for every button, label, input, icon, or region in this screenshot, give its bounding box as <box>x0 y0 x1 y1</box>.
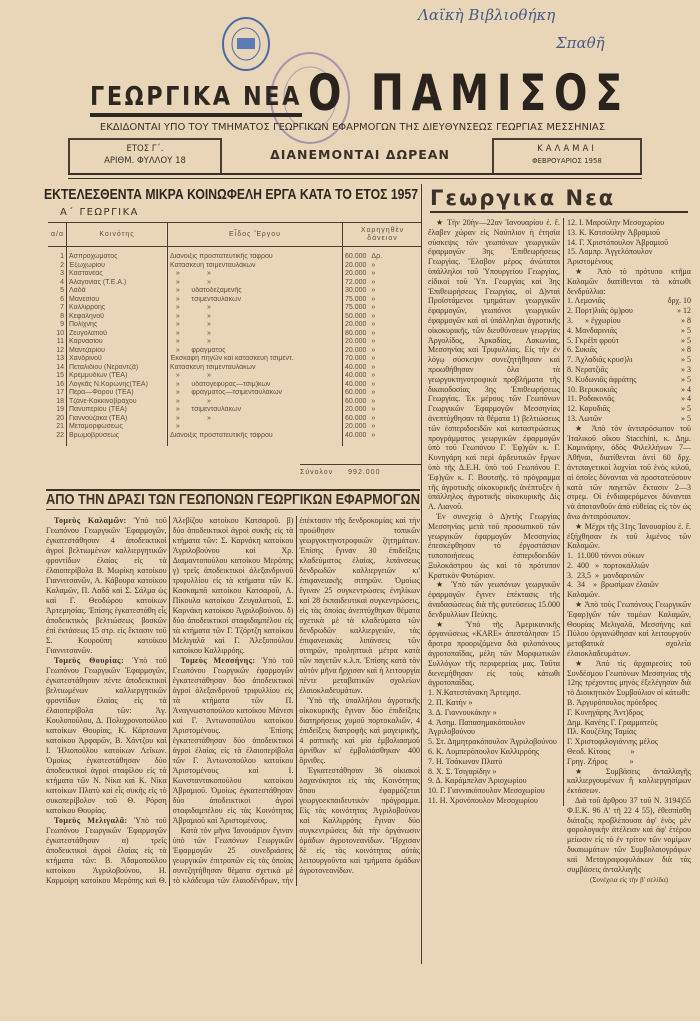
article-paragraph <box>173 656 294 826</box>
masthead-main-title: Ο ΠΑΜΙΣΟΣ <box>308 64 630 122</box>
work-type: » » <box>168 372 343 381</box>
masthead-rule <box>68 173 642 179</box>
nursery-item <box>567 326 691 336</box>
plough-recipient: 9. Δ. Καράμπελαν Ἀριοχωρίου <box>428 776 527 786</box>
nursery-item <box>567 316 691 326</box>
unit: » <box>371 431 376 439</box>
plough-recipient: 7. Η. Τσάκωναν Πλατὺ <box>428 756 503 766</box>
table-row <box>48 262 422 271</box>
unit: » <box>371 363 376 371</box>
paragraph-lead: Τομεὺς Μελιγαλᾶ: <box>54 816 128 825</box>
loan-amount <box>343 253 423 262</box>
loan-amount <box>343 389 423 398</box>
amount: 20.000 <box>345 406 367 413</box>
plough-recipient: 8. Χ. Σ. Τσιγαρίδην » <box>428 766 497 776</box>
price: » 5 <box>681 374 691 384</box>
works-title: ΕΚΤΕΛΕΣΘΕΝΤΑ ΜΙΚΡΑ ΚΟΙΝΩΦΕΛΗ ΕΡΓΑ ΚΑΤΑ ΤΟ ΕΤΟΣ 1957 <box>44 186 418 203</box>
table-row <box>48 338 422 347</box>
unit: » <box>371 389 376 396</box>
community: Μεταμορφώσεως <box>67 423 168 432</box>
amount: 60.000 <box>345 397 367 405</box>
news-item: Ἐν συνεχείᾳ ὁ Δ)ντὴς Γεωργίας Μεσσηνίας μετὰ τοῦ προσωπικοῦ τῶν γεωργικῶν ἐφαρμογῶν Μεσσηνίας ἐπεσκέφθησαν τὸ ἐργοστάσιον τυποποιήσεως ἐσπεριδοειδῶν Ξυλοκάστρου ὡς καὶ τὸ πρότυπον Κρατικὸν Φυτώριον. <box>428 511 560 580</box>
price: » 4 <box>681 394 691 404</box>
unit: » <box>371 287 376 294</box>
news-item: Διὰ τοῦ ἄρθρου 37 τοῦ Ν. 3194)55 Φ.Ε.Κ. 96 Α' τῆ 22 4 55), ἐθεσπίσθη διάταξις προβλέπουσα ἀφ' ἑνὸς μὲν φορολογικὴν ἀτέλειαν καὶ ἀφ' ἑτέρου μείωσιν εἰς τὸ ἐν τρίτον τῶν νομίμων δικαιωμάτων τῶν Συμβολαιογράφων καὶ Μεταγραφοφυλάκων διὰ τὰς συμβάσεις ἀνταλλαγῆς <box>567 796 691 874</box>
loan-amount <box>343 347 423 356</box>
row-number: 16 <box>48 381 67 390</box>
loan-amount <box>343 313 423 322</box>
table-row <box>48 406 422 415</box>
board-member: Γρηγ. Ζήρος » <box>567 756 634 766</box>
table-spacer <box>48 440 422 446</box>
loan-amount <box>343 338 423 347</box>
amount: 80.000 <box>345 329 367 337</box>
amount: 60.000 <box>345 414 367 422</box>
article-paragraph <box>46 656 167 816</box>
table-row <box>48 321 422 330</box>
paragraph-text: Κατὰ τὸν μῆνα Ἰανουάριον ἔγιναν ὑπὸ τῶν Γεωπόνων Γεωργικῶν Ἐφαρμογῶν 25 συνεδριάσεις γεωργικῶν ἐπιτροπῶν εἰς τὰς ὁποίας συνεζητήθησαν θέματα σχετικὰ μὲ τὸ κλάδευμα τῶν ἐλαιοδένδρων, τὴν ἐπέκτασιν τῆς δενδροκομίας καὶ τὴν προώθησιν τοπικῶν γεωργοκτηνοτροφικῶν ζητημάτων. Ἐπίσης ἔγιναν 30 ἐπιδείξεις κλαδεύματος ἐλαίας, λιπάνσεως δενδρωδῶν καλλιεργειῶν κι' ἐπιφανειακῆς σιτηρῶν. Ὁμοίως ἔγιναν 25 συγκεντρώσεις ἐνηλίκων καὶ 28 ἐκπαιδευτικαὶ συγκεντρώσεις, εἰς τὰς ὁποίας ἀνεπτύχθηκαν θέματα σχετικὰ μὲ τὰ κλαδεύματα τῶν δενδρωδῶν καλλιεργειῶν, τὰς ἐπιφανειακὰς λιπάνσεις τῶν σιτηρῶν, προληπτικὰ μέτρα κατὰ τῶν παγετῶν κ.λ.π. Ἐπίσης κατὰ τὸν αὐτὸν μῆνα ἤρχισαν καὶ ἡ λειτουργία πέντε μεταβατικῶν σχολείων ἐλαιοκλαδευμάτων. <box>172 516 420 885</box>
row-number: 17 <box>48 389 67 398</box>
nursery-item <box>567 296 691 306</box>
news-item: ★ Μέχρι τῆς 31ης Ἰανουαρίου ἐ. ἔ. ἐξήχθησαν ἐκ τοῦ λιμένος τῶν Καλαμῶν. <box>567 521 691 551</box>
plant: 8. Νερατζιᾶς <box>567 364 608 374</box>
price: » 4 <box>681 384 691 394</box>
article-paragraph <box>46 516 167 656</box>
row-number: 19 <box>48 406 67 415</box>
board-member: Γ. Κυνηγάρης Ἀντ)δρος <box>567 707 644 717</box>
amount: 72.000 <box>345 278 367 286</box>
column-divider <box>421 184 422 964</box>
row-number: 10 <box>48 330 67 339</box>
community: Ἀσπροχώματος <box>67 253 168 262</box>
community: Ζευγολατιοῦ <box>67 330 168 339</box>
work-type: Διάνοιξις προστατευτικῆς τάφρου <box>168 253 343 262</box>
news-item: ★ Ὑπὸ τῶν γεωπόνων γεωργικῶν ἐφαρμογῶν ἔγινεν ἐπέκτασις τῆς ἀναδασώσεως διὰ τῆς φυτεύσεως 15.000 δενδρυλλίων Πεύκης. <box>428 580 560 619</box>
loan-amount <box>343 355 423 364</box>
table-row <box>48 372 422 381</box>
news-item: ★ Ἀπὸ τὶς ἀρχαιρεσίες τοῦ Συνδέσμου Γεωπόνων Μεσσηνίας τῆς 12ης τρέχοντος μηνὸς ἐξελέγησαν διὰ τὸ Διοικητικὸν Συμβούλιον οἱ κάτωθι: <box>567 658 691 698</box>
nursery-item <box>567 345 691 355</box>
table-row <box>48 279 422 288</box>
loan-amount <box>343 304 423 313</box>
table-row <box>48 415 422 424</box>
plough-recipient: 14. Γ. Χριστόπουλον Ἀβραμιοῦ <box>567 237 669 247</box>
loan-amount <box>343 432 423 441</box>
amount: 75.000 <box>345 304 367 311</box>
loan-amount <box>343 398 423 407</box>
unit: » <box>371 423 376 430</box>
work-type: » » <box>168 313 343 322</box>
community: Τζάνε-Κοκκινοβράχου <box>67 398 168 407</box>
masthead-subtitle-box <box>55 122 650 134</box>
nursery-item <box>567 404 691 414</box>
plough-recipient: 3. Δ. Γιαννουκάκην » <box>428 707 497 717</box>
loan-amount <box>343 321 423 330</box>
nursery-item <box>567 394 691 404</box>
plough-recipient: 4. Ἀσημ. Παπασημακόπουλον Ἀγριλοβούνου <box>428 717 528 737</box>
plough-recipient: 11. Η. Χρονόπουλον Μεσοχωρίου <box>428 796 538 806</box>
paragraph-text: Ὑπὸ τοῦ Γεωπόνου Γεωργικῶν Ἐφαρμογῶν, ἐγκατεστάθησαν 4 ἀποδεικτικοὶ ἀγροὶ βελτιωμένων καλλιεργητικῶν φροντίδων ἐλαίας εἰς τὰ ἐλαιοπερίβολα Β. Μωρίκη κατοίκου Γιαννιτσανῶν, Α. Κάβουρα κατοίκου Καλαμῶν, Π. Λαδᾶ καὶ Σ. Σάλμα ὡς καὶ Γ. Θεοδώρου κατοίκων Ἀρτεμησίας. Ἐπίσης ἐγκατεστάθη εἷς ἀποδεικτικὸς βελτιώσεως βοσκῶν ἐπὶ ἐκτάσεως 15 στρ. εἰς ἔκτασιν τοῦ Σ. Κουρούπη κατοίκου Γιαννιτσανῶν. <box>46 516 167 655</box>
paragraph-text: Ὑπὸ τοῦ Γεωπόνου Γεωργικῶν Ἐφαρμογῶν ἐγκατεστάθησαν α) τρεῖς ἀποδεικτικοὶ ἀγροὶ ἐλαίας εἰς τὰ κτήματα τῶν: Β. Ἀδαμοπούλου κατοίκου Ἀγριλοβούνου, Η. Καρμοίρη κατοίκου Μερόπης καὶ Θ. Ἀλεβίζου κατοίκου Κατσαροῦ. β) δύο ἀποδεικτικοὶ ἀγροὶ συκῆς εἰς τὰ κτήματα τῶν: Σ. Καρνάκη κατοίκου Ἀγριλοβούνου καὶ Χρ. Διαμαντοπούλου κατοίκου Μερόπης γ) τρεῖς ἀποδεικτικοὶ ἀλεξανδρινοῦ τριφυλλίου εἰς τὰ κτήματα τῶν Κ. Κασκαμπᾶ κατοίκου Κατσαροῦ, Α. Πίκουλα κατοίκου Ζευγαλατιοῦ, Σ. Καρνάκη κατοίκου Ἀγριλοβούνου. δ) δύο ἀποδεικτικοὶ σταφιδαμπέλου εἰς τὰ κτήματα τῶν Γ. Τζόρτζη κατοίκου Μελιγαλᾶ καὶ Γ. Ἀλεξοπούλου κατοίκου Καλλιρρόης. <box>46 516 294 885</box>
row-number: 4 <box>48 279 67 288</box>
community: Πεταλιδίου (Νεραντζᾶ) <box>67 364 168 373</box>
row-number: 18 <box>48 398 67 407</box>
loan-amount <box>343 364 423 373</box>
row-number: 6 <box>48 296 67 305</box>
loan-amount <box>343 381 423 390</box>
plant: 13. Λωτῶν <box>567 413 602 423</box>
work-type: » τσιμενταυλάκων <box>168 406 343 415</box>
work-type: » » <box>168 279 343 288</box>
unit: » <box>371 321 376 328</box>
work-type: » » <box>168 338 343 347</box>
work-type: » » <box>168 415 343 424</box>
amount: 40.000 <box>345 372 367 379</box>
amount: 75.000 <box>345 295 367 303</box>
amount: 70.000 <box>345 355 367 362</box>
community: Ἐξωχωρίου <box>67 262 168 271</box>
loan-amount <box>343 423 423 432</box>
unit: » <box>371 295 376 303</box>
export-item: 1. 11.000 τόννοι σύκων <box>567 551 645 561</box>
unit: » <box>371 270 376 277</box>
board-member: Πλ. Κουζέλης Ταμίας <box>567 727 637 737</box>
total-value: 992.000 <box>348 469 381 476</box>
amount: 20.000 <box>345 261 367 269</box>
nursery-item <box>567 355 691 365</box>
works-title-box <box>44 187 418 203</box>
unit: » <box>371 414 376 422</box>
loan-amount <box>343 415 423 424</box>
loan-amount <box>343 270 423 279</box>
work-type: » » <box>168 304 343 313</box>
plant: 7. Ἀχλαδιᾶς κρυσ)λι <box>567 355 633 365</box>
amount: 40.000 <box>345 431 367 439</box>
work-type: » » <box>168 270 343 279</box>
price: » 8 <box>681 345 691 355</box>
article-paragraph <box>299 766 420 876</box>
paragraph-text: Ἐγκατεστάθησαν 36 οἰκιακοὶ λαχανόκηποι εἰς τὰς Κοινότητας ὅπου ἐφαρμόζεται γεωργοεκπαιδευτικὸν πρόγραμμα. Εἰς τὰς κοινότητας Ἀγριλοβούνου καὶ Καλλιρρόης ἔγιναν δύο συγκεντρώσεις διὰ τὴν ὀργάνωσιν ὁμάδων ἀγροτονεανίδων. Ἤρχισαν δὲ εἰς τὰς κοινότητας αὐτὰς λειτουργοῦντα καὶ τμήματα ὁμάδων ἀγροτονεανίδων. <box>299 766 420 875</box>
masthead-left-title-box <box>90 84 302 110</box>
works-section: Α΄ ΓΕΩΡΓΙΚΑ <box>60 207 139 218</box>
amount: 40.000 <box>345 380 367 388</box>
community: Ἀλαγονίας (Τ.Ε.Α.) <box>67 279 168 288</box>
row-number: 14 <box>48 364 67 373</box>
table-row <box>48 330 422 339</box>
plant: 9. Κυδωνιᾶς ἀφράτης <box>567 374 637 384</box>
row-number: 7 <box>48 304 67 313</box>
plant: 5. Γκρέϊπ φρούτ <box>567 335 619 345</box>
price: » 5 <box>681 413 691 423</box>
handwritten-note: Λαϊκὴ Βιβλιοθήκη <box>418 6 556 24</box>
community: Λαδᾶ <box>67 287 168 296</box>
nursery-item <box>567 365 691 375</box>
issue-number: ΑΡΙΘΜ. ΦΥΛΛΟΥ 18 <box>104 156 186 166</box>
activity-columns <box>46 516 420 886</box>
table-row <box>48 287 422 296</box>
paragraph-lead: Τομεὺς Θουρίας: <box>54 656 125 665</box>
table-row <box>48 253 422 262</box>
works-total <box>300 464 422 477</box>
row-number: 2 <box>48 262 67 271</box>
news-item: ★ Ἀπὸ τὸ πρότυπο κτῆμα Καλαμῶν διατίθενται τὰ κάτωθι δενδρύλλια: <box>567 266 691 296</box>
loan-amount <box>343 330 423 339</box>
unit: » <box>371 406 376 413</box>
work-type: » » <box>168 398 343 407</box>
news-column-2 <box>567 218 691 887</box>
community: Πολίχνης <box>67 321 168 330</box>
city: ΚΑΛΑΜΑΙ <box>537 144 597 154</box>
loan-amount <box>343 372 423 381</box>
work-type: Κατασκευὴ τσιμενταυλάκων <box>168 262 343 271</box>
work-type: Διάνοιξις προστατευτικῆς τάφρου <box>168 432 343 441</box>
continued-note: (Συνέχεια εἰς τὴν β' σελίδα) <box>590 876 668 885</box>
paragraph-text: Ὑπὸ τοῦ Γεωπόνου Γεωργικῶν Ἐφαρμογῶν, ἐγκατεστάθησαν πέντε ἀποδεικτικοὶ βελτιωμένων καλλιεργητικῶν φροντίδων ἐλαίας εἰς τὰ ἐλαιοπερίβολα τῶν: Ἀγ. Κουλοπούλου, Δ. Πολυχρονοπούλου κατοίκων Θουρίας, Κ. Κάρτσωνα κατοίκου Ἀρφαρῶν, Β. Χάντζου καὶ Ι. Ἠλιοπούλου κατοίκων Λεΐκων. Ὁμοίως ἐγκατεστάθησαν δύο ἀποδεικτικοὶ ἀγροὶ σταφίλου εἰς τὰ κτήματα τῶν Ν. Νίκα καὶ Κ. Νίκα κατοίκων Πλατὺ καὶ εἷς συκῆς εἰς τὸ συκοπερίβολον τοῦ Θ. Ρόρση κατοίκου Θουρίας. <box>46 656 167 815</box>
year: ΕΤΟΣ Γ΄. <box>126 144 164 154</box>
plant: 3. » ἐγχωρίου <box>567 315 621 325</box>
export-item: 4. 34 » βρωσίμων ἐλαιῶν Καλαμῶν. <box>567 580 661 600</box>
masthead-main-title-box <box>308 64 630 122</box>
plant: 1. Λεμονιᾶς <box>567 296 606 306</box>
amount: 40.000 <box>345 363 367 371</box>
nursery-item <box>567 385 691 395</box>
nursery-item <box>567 414 691 424</box>
work-type: » <box>168 423 343 432</box>
community: Πανυπερίου (ΤΕΑ) <box>67 406 168 415</box>
plough-recipient: 10. Γ. Γιαννακόπουλον Μεσοχωρίου <box>428 786 545 796</box>
row-number: 12 <box>48 347 67 356</box>
row-number: 20 <box>48 415 67 424</box>
loan-amount <box>343 262 423 271</box>
unit: » <box>371 304 376 311</box>
unit: » <box>371 312 376 320</box>
issue-date: ΦΕΒΡΟΥΑΡΙΟΣ 1958 <box>532 157 602 165</box>
price: » 5 <box>681 335 691 345</box>
table-row <box>48 389 422 398</box>
plough-recipient: 1. Ν.Κατεστάνακη Ἀρτεμησ. <box>428 688 521 698</box>
work-type: » φράγματος—τσιμενταυλάκων <box>168 389 343 398</box>
column-header: α/α <box>48 223 67 247</box>
activity-heading <box>46 489 420 510</box>
row-number: 15 <box>48 372 67 381</box>
amount: 20.000 <box>345 321 367 328</box>
column-header: Χορηγηθὲν δάνειον <box>343 223 423 247</box>
news-item: ★ Ἀπὸ τὸν ἀντιπρόσωπον τοῦ Ἰταλικοῦ οἴκου Stacchini, κ. Δημ. Καμινάρην, ὁδὸς Φιλελλήνων 7—Ἀθῆναι, διατίθενται ἀντὶ 60 δρχ. ἀντιπαγετικοὶ λυχνίαι τοῦ ἑνὸς κιλοῦ, αἱ ὁποῖες δύνανται νὰ προστατεύσουν κατὰ τῶν παγετῶν ἔκτασιν 2—3 στρεμ. Οἱ ἐνδιαφερόμενοι δύνανται νὰ ἀποτανθοῦν ἀπὸ εὐθείας εἰς τὸν ὡς ἄνω ἀντιπρόσωπον. <box>567 423 691 521</box>
board-member: Γ. Χριστοφιλογιάννης μέλος <box>567 737 658 747</box>
plough-recipient: 12. Ι. Μαρούλην Μεσοχωρίου <box>567 218 665 227</box>
paragraph-lead: Τομεὺς Μεσσήνης: <box>180 656 256 665</box>
community: Καστανέας <box>67 270 168 279</box>
community: Κεφαληνοῦ <box>67 313 168 322</box>
place-date-box <box>492 138 642 175</box>
plant: 6. Συκιᾶς <box>567 345 598 355</box>
plant: 11. Ροδακινιᾶς <box>567 394 615 404</box>
table-row <box>48 355 422 364</box>
work-type: » » <box>168 321 343 330</box>
work-type: » τσιμενταυλάκων <box>168 296 343 305</box>
community: Χανδρινοῦ <box>67 355 168 364</box>
paragraph-text: Ὑπὸ τῆς ὑπαλλήλου ἀγροτικῆς οἰκοκυρικῆς ἔγιναν δύο ἐπιδείξεις διατηρήσεως χυμοῦ πορτοκαλιῶν, 4 ἐπιδείξεις διατροφῆς καὶ μαγειρικῆς, 4 ραπτικῆς καὶ μία ἐμβολιασμοῦ ὀρνίθων κι' ἐμβολιάσθηκαν 400 ὄρνιθες. <box>299 696 420 765</box>
price: δρχ. 10 <box>667 296 691 306</box>
plant: 10. Βερυκοκιᾶς <box>567 384 618 394</box>
column-header: Εἶδος Ἔργου <box>168 223 343 247</box>
paragraph-lead: Τομεὺς Καλαμῶν: <box>54 516 127 525</box>
community: Κρεμμυδίων (ΤΕΑ) <box>67 372 168 381</box>
work-type: Κατασκευὴ τσιμενταυλάκων <box>168 364 343 373</box>
unit: » <box>371 338 376 345</box>
board-member: Θεοδ. Κίτσος » <box>567 747 635 757</box>
row-number: 1 <box>48 253 67 262</box>
row-number: 5 <box>48 287 67 296</box>
plant: 2. Πορτ)λιᾶς ὀμ)ρου <box>567 306 633 316</box>
row-number: 3 <box>48 270 67 279</box>
community: Πέρα—Φόρου (ΤΕΑ) <box>67 389 168 398</box>
unit: » <box>371 397 376 405</box>
nursery-item <box>567 375 691 385</box>
community: Καλλιρρόης <box>67 304 168 313</box>
work-type: » φράγματος <box>168 347 343 356</box>
table-row <box>48 304 422 313</box>
unit: » <box>371 372 376 379</box>
distribution-note: ΔΙΑΝΕΜΟΝΤΑΙ ΔΩΡΕΑΝ <box>270 147 450 162</box>
unit: » <box>371 261 376 269</box>
community: Μαντζαρίου <box>67 347 168 356</box>
news-column-1 <box>428 218 564 806</box>
activity-title: ΑΠΟ ΤΗΝ ΔΡΑΣΙ ΤΩΝ ΓΕΩΠΟΝΩΝ ΓΕΩΡΓΙΚΩΝ ΕΦΑΡΜΟΓΩΝ <box>46 491 420 508</box>
total-label: Σύνολον <box>300 469 334 476</box>
amount: 50.000 <box>345 312 367 320</box>
unit: » <box>371 329 376 337</box>
news-item: ★ Τὴν 20ὴν—22αν Ἰανουαρίου ἐ. ἔ. ἔλαβεν χώραν εἰς Ναύπλιον ἡ ἐτησία σύσκεψις τῶν γεωπόνων γεωργικῶν ἐφαρμογῶν 3ης Ἐπιθεωρήσεως Γεωργίας. Ἔλαβον μέρος ἀνώτατοι ὑπάλληλοι τοῦ Ὑπουργείου Γεωργίας, εἰδικοὶ τοῦ Ὑπ. Γεωργίας καὶ 3ης Ἐπιθεωρήσεως Γεωργίας, οἱ Δ)νταὶ Προϊστάμενοι τμημάτων γεωργικῶν ἐφαρμογῶν, γεωπόνοι γεωργικῶν ἐφαρμογῶν καὶ αἱ ὑπάλληλαι ἀγροτικῆς οἰκοκυρικῆς, τῶν διευθύνσεων γεωργίας Ἀργολίδος, Ἀρκαδίας, Λακωνίας, Μεσσηνίας καὶ Τριφυλλίας. Εἰς τὴν ἐν λόγῳ σύσκεψιν συνεζητήθησαν καὶ προωθήθησαν ὅλα τὰ γεωργοκτηνοτροφικὰ προβλήματα τῆς δικαιοδοσίας 3ης Ἐπιθεωρήσεως Γεωργίας. Ἐκ μέρους τῶν Γεωπόνων Γεωργικῶν Ἐφαρμογῶν Μεσσηνίας ἀνεπτύχθησαν τὰ θέματα 1) βελτιώσεως τῶν ἐσπεριδοειδῶν καὶ καταστρώσεως προγράμματος γεωργικῶν ἐφαρμογῶν ὑπὸ τοῦ Γεωπόνου Γ. Ἐφ)γῶν κ. Γ. Κυνηγάρη καὶ περὶ ἀρδευτικῶν ἔργων ὑπὸ τῆς Δ.Ε.Η. ὑπὸ τοῦ Γεωπόνου Γ. Ἐφ)γῶν κ. Γ. Βουτσῆς. τὸ πρόγραμμα τῆς ἀγροτικῆς οἰκοκυρικῆς ἀνέπτυξεν ἡ ὑπάλληλος ἀγροτικῆς οἰκοκυρικῆς Δὶς Α. Λιανοῦ. <box>428 218 560 512</box>
amount: 60.000 <box>345 389 367 396</box>
amount: 30.000 <box>345 287 367 294</box>
unit: Δρ. <box>371 253 383 260</box>
community: Καρνασίου <box>67 338 168 347</box>
row-number: 22 <box>48 432 67 441</box>
unit: » <box>371 346 376 354</box>
community: Βρωμοβρύσεως <box>67 432 168 441</box>
loan-amount <box>343 279 423 288</box>
work-type: » ὑδατογεφύρας—τσιμ)κων <box>168 381 343 390</box>
news-item: ★ Συμβάσεις ἀνταλλαγῆς καλλιεργουμένων ἢ καλλιεργησίμων ἐκτάσεων. <box>567 766 691 796</box>
price: » 8 <box>681 315 691 325</box>
news-heading: Γεωργικα Νεα <box>430 185 688 213</box>
work-type: » ὑδατοδεξαμενῆς <box>168 287 343 296</box>
amount: 20.000 <box>345 270 367 277</box>
plant: 4. Μανδαρινιᾶς <box>567 325 618 335</box>
table-row <box>48 423 422 432</box>
board-member: Δημ. Κανέης Γ. Γραμματεὺς <box>567 717 658 727</box>
amount: 20.000 <box>345 423 367 430</box>
row-number: 9 <box>48 321 67 330</box>
paragraph-text: Ὑπὸ τοῦ Γεωπόνου Γεωργικῶν ἐφαρμογῶν ἐγκατεστάθησαν δύο ἀποδεικτικοὶ ἀγροὶ ἀλεξανδρινοῦ τριφυλλίου εἰς τὰ κτήματα τῶν Π. Ἀναγνωστοπούλου κατοίκου Μάνεσι καὶ Γ. Ἀντωνοπούλου κατοίκου Ἀριστομένους. Ἐπίσης ἐγκατεστάθησαν δύο ἀποδεικτικοὶ ἀγροὶ ἐλαίας εἰς τὰ ἐλαιοπερίβολα τῶν Γ. Ἀντωνοπούλου κατοίκου Ἀριστομένους καὶ Ι. Κωνσταντακοπούλου κατοίκου Ἀβραμιοῦ. Ὁμοίως ἐγκατεστάθησαν δύο ἀποδεικτικοὶ ἀγροὶ σταφιδαμπέλου εἰς τὰς Κοινότητας Ἀβραμιοῦ καὶ Ἀριστομένους. <box>172 656 294 825</box>
table-row <box>48 364 422 373</box>
plough-recipient: 6. Κ. Λυμπερόπουλον Καλλιρρόης <box>428 747 540 757</box>
work-type: Ἐκσκαφὴ πηγῶν καὶ κατασκευὴ τσιμεντ. <box>168 355 343 364</box>
article-paragraph <box>299 696 420 766</box>
community: Γιαννούζακα (ΤΕΑ) <box>67 415 168 424</box>
price: » 5 <box>681 404 691 414</box>
table-row <box>48 398 422 407</box>
masthead-subtitle: ΕΚΔΙΔΟΝΤΑΙ ΥΠΟ ΤΟΥ ΤΜΗΜΑΤΟΣ ΓΕΩΡΓΙΚΩΝ ΕΦΑΡΜΟΓΩΝ ΤΗΣ ΔΙΕΥΘΥΝΣΕΩΣ ΓΕΩΡΓΙΑΣ ΜΕΣΣΗΝΙΑΣ <box>99 122 606 133</box>
nursery-item <box>567 306 691 316</box>
price: » 5 <box>681 355 691 365</box>
row-number: 13 <box>48 355 67 364</box>
table-row <box>48 296 422 305</box>
table-row <box>48 313 422 322</box>
export-item: 2. 400 » πορτοκαλλιῶν <box>567 560 650 570</box>
table-row <box>48 270 422 279</box>
community: Λογκᾶς Ν.Κορώνης(ΤΕΑ) <box>67 381 168 390</box>
issue-box <box>68 138 222 175</box>
plough-recipient: 2. Π. Κατὴν » <box>428 698 473 708</box>
nursery-item <box>567 336 691 346</box>
library-stamp <box>220 16 272 72</box>
unit: » <box>371 380 376 388</box>
table-row <box>48 432 422 441</box>
row-number: 11 <box>48 338 67 347</box>
amount: 20.000 <box>345 338 367 345</box>
works-table <box>48 222 422 446</box>
table-row <box>48 347 422 356</box>
table-row <box>48 381 422 390</box>
loan-amount <box>343 287 423 296</box>
handwritten-signature: Σπαθῆ <box>556 34 605 52</box>
row-number: 8 <box>48 313 67 322</box>
plough-recipient: 5. Στ. Δημητρακόπουλον Ἀγριλοβούνου <box>428 737 557 747</box>
row-number: 21 <box>48 423 67 432</box>
column-header: Κοινότης <box>67 223 168 247</box>
community: Μανεσίου <box>67 296 168 305</box>
work-type: » » <box>168 330 343 339</box>
loan-amount <box>343 406 423 415</box>
unit: » <box>371 278 376 286</box>
price: » 5 <box>681 325 691 335</box>
masthead-underline <box>90 113 302 117</box>
amount: 20.000 <box>345 346 367 354</box>
export-item: 3. 23,5 » μανδαρινιῶν <box>567 570 644 580</box>
plough-recipient: 15. Λαμπρ. Ἀγγελόπουλον Ἀριστομένους <box>567 247 655 267</box>
board-member: Β. Ἀργυρόπουλος πρόεδρος <box>567 698 657 708</box>
amount: 60.000 <box>345 253 367 260</box>
news-item: ★ Ἀπὸ τοὺς Γεωπόνους Γεωργικῶν Ἐφαρ)γῶν τῶν τομέων Καλαμῶν, Θουρίας Μελιγαλᾶ, Μεσσήνης καὶ Πύλου ὀργανώθησαν καὶ λειτουργοῦν μεταβατικὰ σχολεῖα ἐλαιοκλαδευμάτων. <box>567 600 691 659</box>
price: » 3 <box>681 364 691 374</box>
news-item: ★ Ὑπὸ τῆς Ἀμερικανικῆς ὀργανώσεως «KARE» ἀπεστάλησαν 15 ἄροτρα προοριζόμενα διὰ φιλοπόνους ἀγροτοπαῖδας, μέλη τῶν Μορφωτικῶν Συλλόγων τῆς περιφερείας μας. Ταῦτα διενεμήθησαν εἰς τοὺς κάτωθι ἀγροτοπαῖδας. <box>428 619 560 688</box>
unit: » <box>371 355 376 362</box>
plant: 12. Καρυδιᾶς <box>567 404 610 414</box>
price: » 12 <box>677 306 691 316</box>
loan-amount <box>343 296 423 305</box>
masthead-left-title: ΓΕΩΡΓΙΚΑ ΝΕΑ <box>90 82 302 112</box>
plough-recipient: 13. Κ. Κατσούλην Ἀβραμιοῦ <box>567 227 660 237</box>
